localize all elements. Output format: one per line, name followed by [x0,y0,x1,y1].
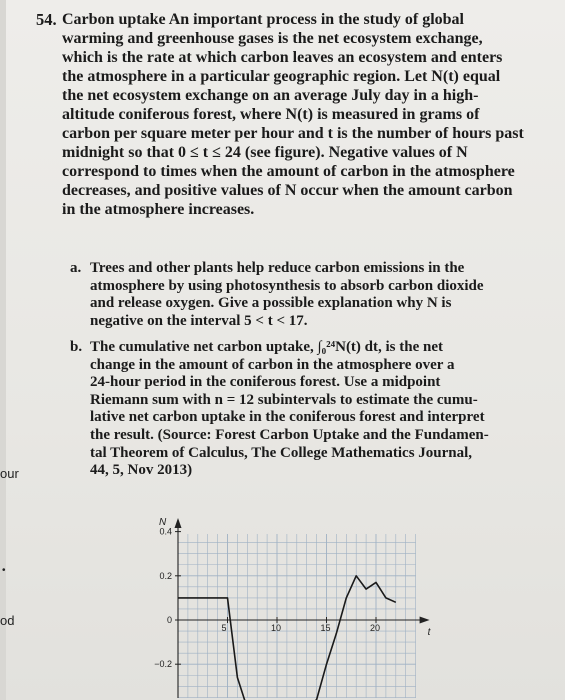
part-a-line: Trees and other plants help reduce carbon emissions in the [90,260,465,276]
margin-fragment: od [0,613,15,628]
chart-axes [159,517,432,698]
x-axis-label: t [427,627,431,638]
problem-line: correspond to times when the amount of carbon in the atmosphere [62,163,515,180]
part-b-line: 24-hour period in the coniferous forest. Use a midpoint [90,374,441,391]
part-b-line: change in the amount of carbon in the atmosphere over a [90,356,455,373]
part-b-line: tal Theorem of Calculus, The College Mathematics Journal, [90,444,473,461]
carbon-exchange-chart [140,508,431,700]
x-tick-label: 15 [320,623,331,633]
problem-line: decreases, and positive values of N occur when the amount carbon [62,182,513,199]
y-axis-arrow [175,518,182,528]
part-a-line: negative on the interval 5 < t < 17. [90,312,308,329]
y-tick-label: −0.2 [154,659,172,670]
margin-mark: • [2,565,6,576]
x-axis-arrow [420,617,430,624]
problem-line: the net ecosystem exchange on an average July day in a high- [62,87,479,104]
part-b-text [90,339,520,480]
problem-line: in the atmosphere increases. [62,201,255,218]
part-a-line: atmosphere by using photosynthesis to absorb carbon dioxide [90,277,484,294]
y-axis-label: N [159,517,167,528]
y-tick-label: 0.2 [159,570,172,581]
part-b-line: the result. (Source: Forest Carbon Uptake and the Fundamen- [90,426,489,443]
problem-line: warming and greenhouse gases is the net ecosystem exchange, [62,30,483,47]
part-a-label: a. [70,260,82,276]
part-b-label: b. [70,339,83,355]
problem-line: carbon per square meter per hour and t is the number of hours past [62,125,524,142]
problem-line: Carbon uptake An important process in the study of global [62,11,464,28]
part-a-text [90,260,520,330]
x-tick-label: 5 [221,623,227,633]
part-a-line: and release oxygen. Give a possible explanation why N is [90,295,452,312]
margin-fragment: our [0,466,19,481]
problem-line: midnight so that 0 ≤ t ≤ 24 (see figure). Negative values of N [62,144,468,161]
part-b-line: The cumulative net carbon uptake, ∫₀²⁴N(t) dt, is the net [90,339,444,355]
problem-line: which is the rate at which carbon leaves an ecosystem and enters [62,49,503,66]
chart-grid [178,534,416,698]
y-tick-label: 0.4 [159,526,172,537]
part-b-line: 44, 5, Nov 2013) [90,462,193,479]
problem-statement [62,10,542,219]
x-tick-label: 20 [370,623,381,633]
part-b-line: Riemann sum with n = 12 subintervals to estimate the cumu- [90,391,478,408]
part-b-line: lative net carbon uptake in the coniferous forest and interpret [90,409,485,426]
x-tick-label: 10 [271,623,282,633]
problem-number: 54. [36,10,57,29]
problem-line: altitude coniferous forest, where N(t) is measured in grams of [62,106,480,123]
y-tick-label: 0 [166,615,172,625]
page-binding-edge [0,0,6,700]
problem-line: the atmosphere in a particular geographic region. Let N(t) equal [62,68,501,85]
